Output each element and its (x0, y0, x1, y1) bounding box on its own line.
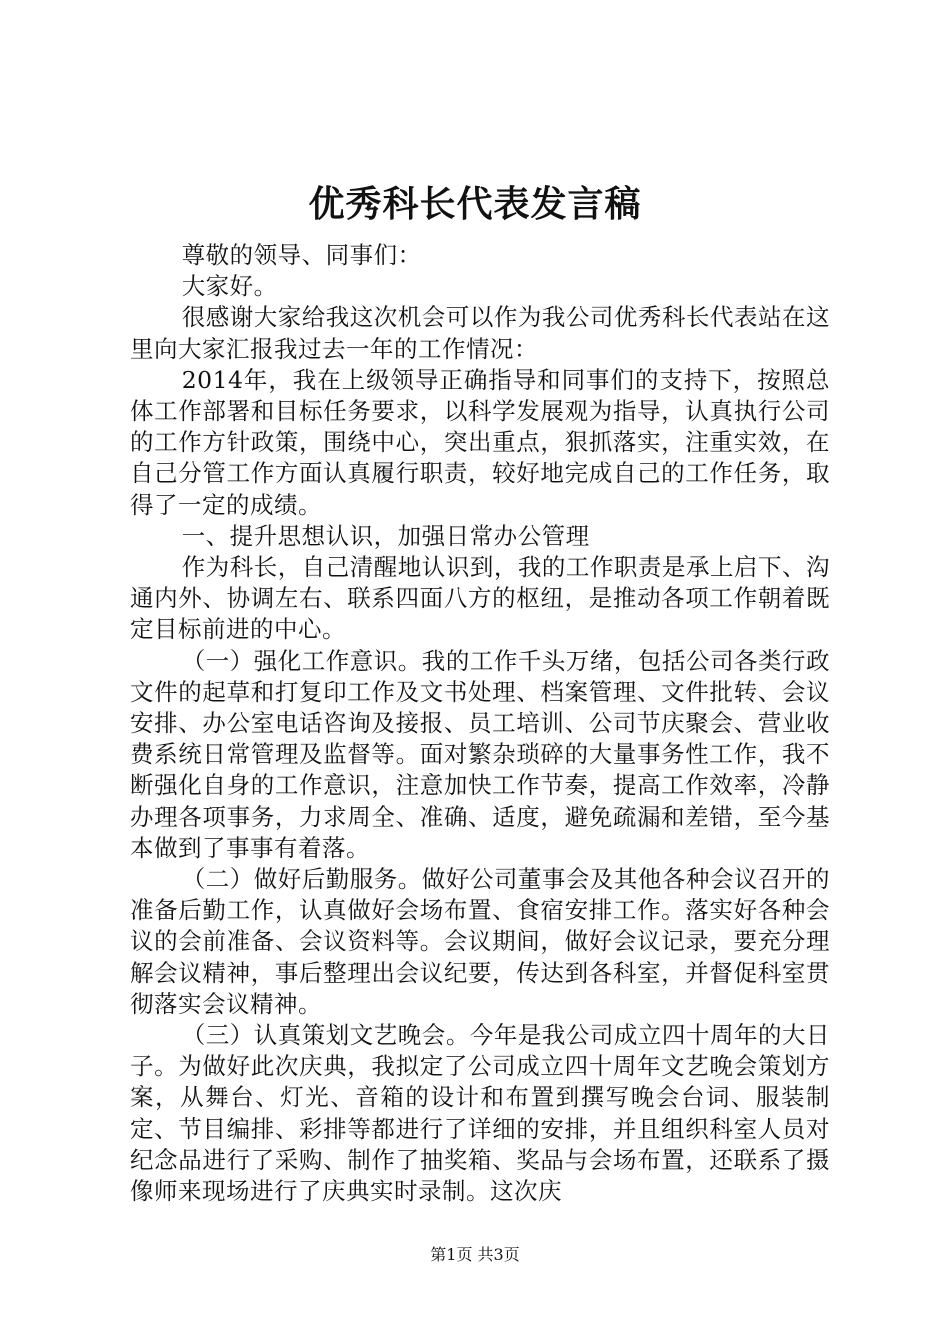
page-footer: 第1页 共3页 (430, 1245, 520, 1264)
greeting: 大家好。 (181, 272, 278, 301)
paragraph-item-3: （三）认真策划文艺晚会。今年是我公司成立四十周年的大日子。为做好此次庆典，我拟定了公司成立四十周年文艺晚会策划方案，从舞台、灯光、音箱的设计和布置到撰写晚会台词、服装制定、节目编排、彩排等都进行了详细的安排，并且组织科室人员对纪念品进行了采购、制作了抽奖箱、奖品与会场布置，还联系了摄像师来现场进行了庆典实时录制。这次庆 (130, 1021, 830, 1206)
paragraph-intro: 很感谢大家给我这次机会可以作为我公司优秀科长代表站在这里向大家汇报我过去一年的工作情况： (130, 303, 830, 363)
paragraph-summary: 2014年，我在上级领导正确指导和同事们的支持下，按照总体工作部署和目标任务要求，以科学发展观为指导，认真执行公司的工作方针政策，围绕中心，突出重点，狠抓落实，注重实效，在自己分管工作方面认真履行职责，较好地完成自己的工作任务，取得了一定的成绩。 (130, 365, 830, 519)
paragraph-role: 作为科长，自己清醒地认识到，我的工作职责是承上启下、沟通内外、协调左右、联系四面八方的枢纽，是推动各项工作朝着既定目标前进的中心。 (130, 553, 830, 644)
document-body (130, 240, 830, 1207)
paragraph-item-1: （一）强化工作意识。我的工作千头万绪，包括公司各类行政文件的起草和打复印工作及文书处理、档案管理、文件批转、会议安排、办公室电话咨询及接报、员工培训、公司节庆聚会、营业收费系统日常管理及监督等。面对繁杂琐碎的大量事务性工作，我不断强化自身的工作意识，注意加快工作节奏，提高工作效率，冷静办理各项事务，力求周全、准确、适度，避免疏漏和差错，至今基本做到了事事有着落。 (130, 646, 830, 862)
document-title: 优秀科长代表发言稿 (308, 183, 642, 225)
salutation: 尊敬的领导、同事们： (181, 241, 422, 269)
paragraph-item-2: （二）做好后勤服务。做好公司董事会及其他各种会议召开的准备后勤工作，认真做好会场布置、食宿安排工作。落实好各种会议的会前准备、会议资料等。会议期间，做好会议记录，要充分理解会议精神，事后整理出会议纪要，传达到各科室，并督促科室贯彻落实会议精神。 (130, 865, 830, 1018)
section-heading-1: 一、提升思想认识，加强日常办公管理 (181, 521, 590, 550)
